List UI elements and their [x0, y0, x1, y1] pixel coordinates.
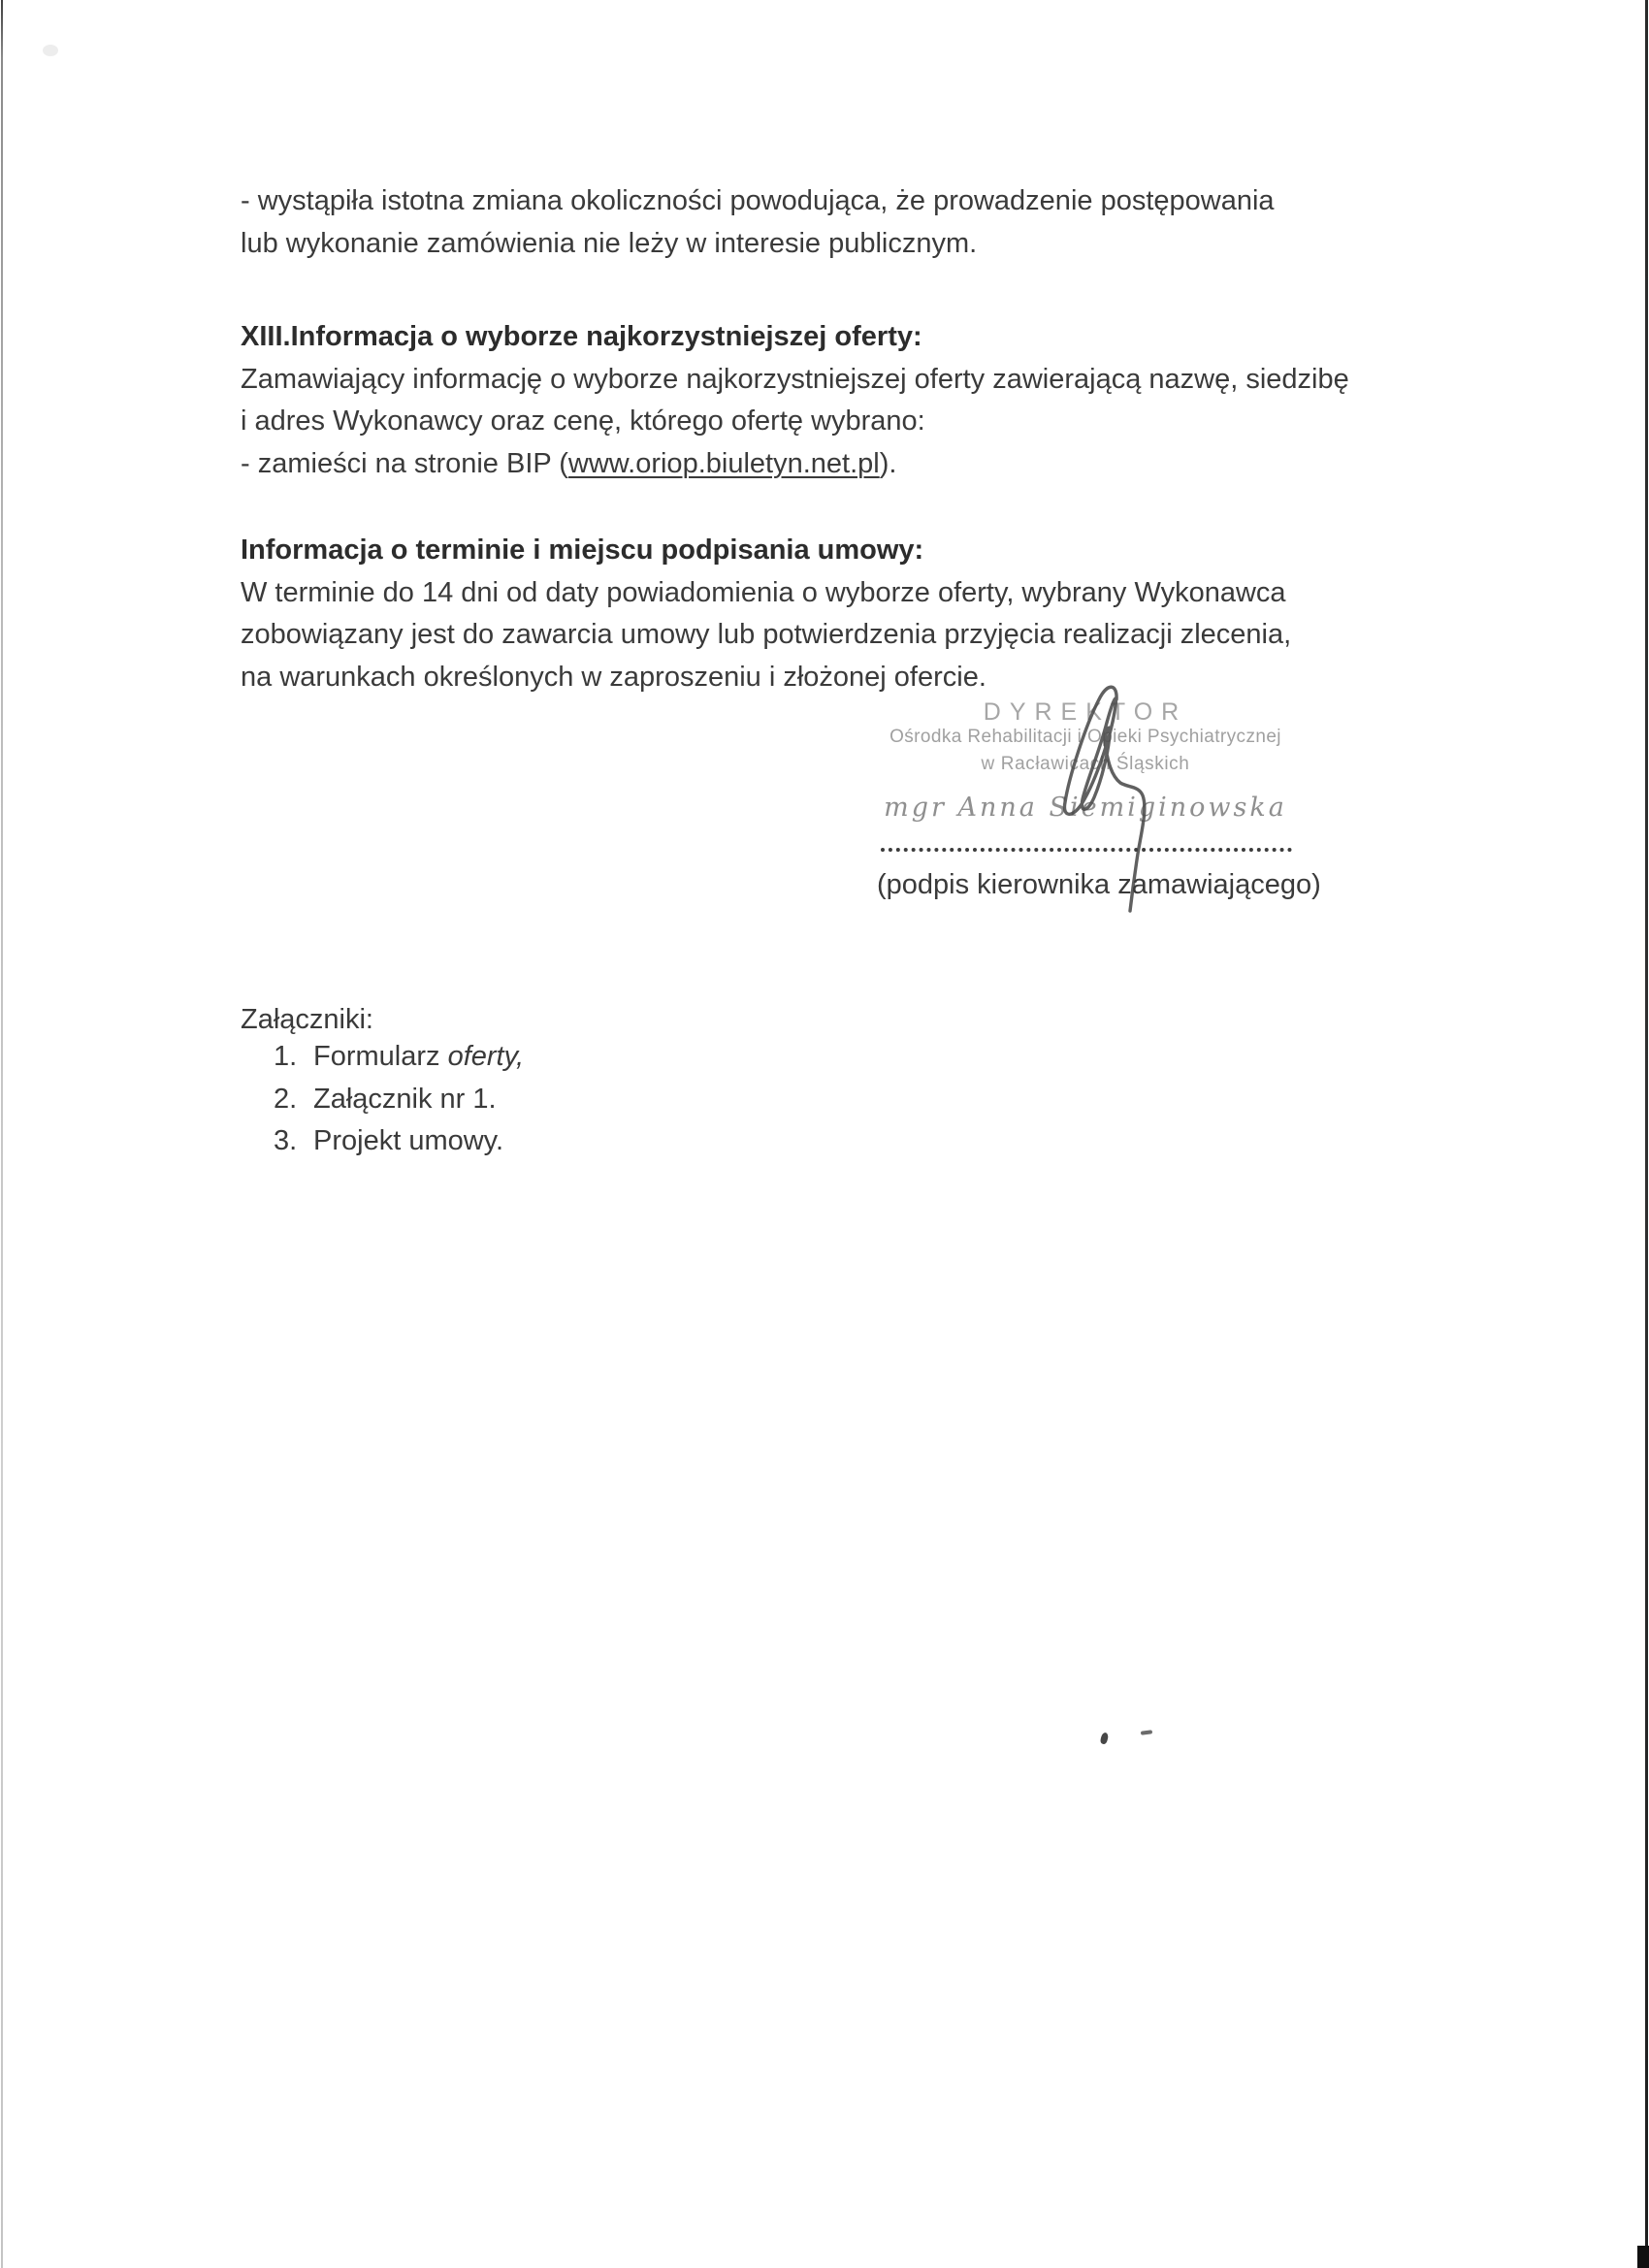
scan-smudge — [43, 45, 58, 56]
scan-speck — [1141, 1730, 1152, 1734]
body-text-line: W terminie do 14 dni od daty powiadomienia o wyborze oferty, wybrany Wykonawca — [241, 576, 1286, 608]
scan-edge-left — [1, 0, 3, 2268]
list-item-text: Formularz — [313, 1041, 448, 1072]
body-text-line: Zamawiający informację o wyborze najkorzystniejszej oferty zawierającą nazwę, siedzibę — [241, 363, 1349, 395]
body-text-line: zobowiązany jest do zawarcia umowy lub potwierdzenia przyjęcia realizacji zlecenia, — [241, 619, 1292, 650]
cancellation-paragraph — [241, 180, 1275, 265]
list-item — [274, 1036, 524, 1079]
scan-edge-right — [1645, 0, 1648, 2268]
dotted-signature-line — [881, 830, 1292, 852]
scan-speck — [1100, 1732, 1110, 1744]
bip-url-link[interactable]: www.oriop.biuletyn.net.pl — [567, 447, 880, 479]
section-13-heading: XIII.Informacja o wyborze najkorzystniejszej oferty: — [241, 321, 922, 352]
list-item-text: Załącznik nr 1. — [313, 1083, 497, 1115]
body-text-line: na warunkach określonych w zaproszeniu i złożonej ofercie. — [241, 661, 986, 693]
list-item-number: 2. — [274, 1083, 298, 1115]
list-item-number: 3. — [274, 1125, 298, 1156]
section-signing — [241, 530, 1291, 698]
signing-heading: Informacja o terminie i miejscu podpisania umowy: — [241, 535, 924, 566]
section-13 — [241, 316, 1349, 485]
list-item — [274, 1120, 524, 1163]
attachments-heading: Załączniki: — [241, 1004, 373, 1035]
list-item-text: Projekt umowy. — [313, 1125, 504, 1156]
scan-corner-mark — [1637, 2246, 1649, 2268]
body-text-line: - wystąpiła istotna zmiana okoliczności powodująca, że prowadzenie postępowania — [241, 185, 1275, 216]
attachments-list — [274, 1036, 524, 1163]
list-item-number: 1. — [274, 1041, 298, 1072]
bip-line-prefix: - zamieści na stronie BIP ( — [241, 447, 568, 479]
stamp-place: w Racławicach Śląskich — [981, 754, 1190, 774]
stamp-director-name: mgr Anna Siemiginowska — [884, 793, 1287, 823]
body-text-line: i adres Wykonawcy oraz cenę, którego ofertę wybrano: — [241, 405, 925, 437]
list-item-italic-text: oferty, — [447, 1041, 525, 1072]
signature-caption: (podpis kierownika zamawiającego) — [877, 869, 1321, 900]
stamp-title: DYREKTOR — [983, 698, 1188, 726]
attachments-heading-block — [241, 999, 373, 1042]
bip-line-suffix: ). — [879, 447, 897, 479]
list-item — [274, 1079, 524, 1121]
bip-line — [241, 443, 1349, 486]
stamp-organization: Ośrodka Rehabilitacji i Opieki Psychiatrycznej — [889, 727, 1281, 747]
body-text-line: lub wykonanie zamówienia nie leży w interesie publicznym. — [241, 227, 978, 259]
